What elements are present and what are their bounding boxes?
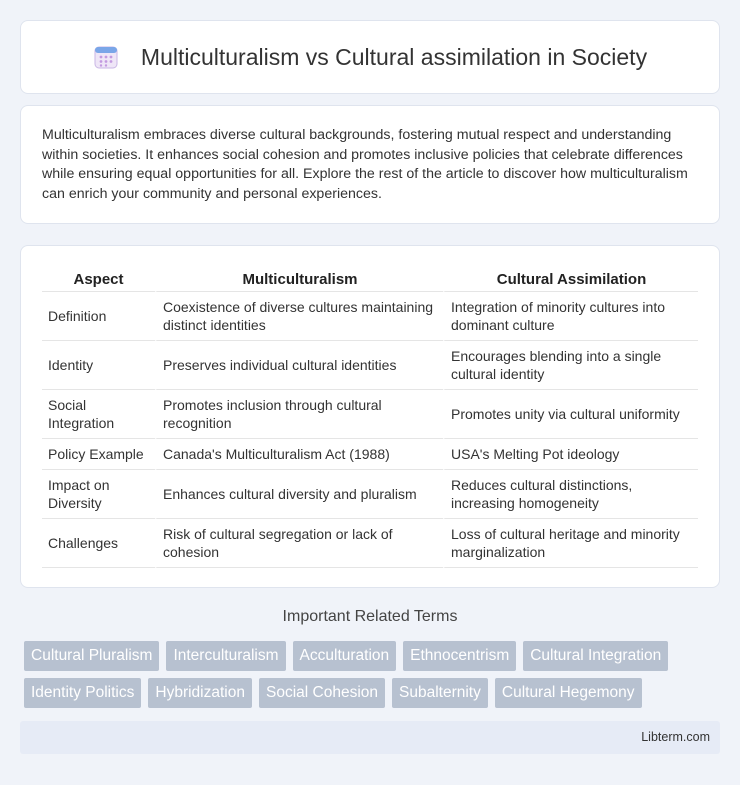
table-cell: Social Integration [42,390,155,439]
tag-social-cohesion[interactable]: Social Cohesion [259,678,385,708]
header-cultural-assimilation: Cultural Assimilation [443,268,698,292]
table-cell: Preserves individual cultural identities [155,341,443,390]
tag-hybridization[interactable]: Hybridization [148,678,252,708]
header-aspect: Aspect [42,268,155,292]
tag-cultural-integration[interactable]: Cultural Integration [523,641,668,671]
title-card [20,20,720,94]
table-cell: Canada's Multiculturalism Act (1988) [155,439,443,470]
table-cell: Challenges [42,519,155,568]
table-row [42,292,698,341]
table-cell: Definition [42,292,155,341]
intro-card [20,105,720,224]
table-cell: Integration of minority cultures into dominant culture [443,292,698,341]
table-cell: Loss of cultural heritage and minority marginalization [443,519,698,568]
table-row [42,341,698,390]
tag-cultural-pluralism[interactable]: Cultural Pluralism [24,641,159,671]
table-cell: Identity [42,341,155,390]
tag-ethnocentrism[interactable]: Ethnocentrism [403,641,516,671]
comparison-table [42,268,698,568]
table-cell: Encourages blending into a single cultural identity [443,341,698,390]
comparison-card [20,245,720,588]
tag-row [24,678,724,708]
tag-acculturation[interactable]: Acculturation [293,641,397,671]
table-row [42,519,698,568]
page-title: Multiculturalism vs Cultural assimilation in Society [140,43,648,70]
table-cell: Coexistence of diverse cultures maintaining distinct identities [155,292,443,341]
table-cell: Risk of cultural segregation or lack of cohesion [155,519,443,568]
table-cell: USA's Melting Pot ideology [443,439,698,470]
tag-interculturalism[interactable]: Interculturalism [166,641,285,671]
table-cell: Promotes unity via cultural uniformity [443,390,698,439]
tag-cultural-hegemony[interactable]: Cultural Hegemony [495,678,642,708]
table-row [42,390,698,439]
tag-identity-politics[interactable]: Identity Politics [24,678,141,708]
table-cell: Policy Example [42,439,155,470]
table-cell: Enhances cultural diversity and pluralism [155,470,443,519]
footer-site-link[interactable]: Libterm.com [641,730,710,744]
related-terms-tags [24,641,724,715]
calendar-icon [93,44,119,70]
table-row [42,439,698,470]
related-terms-title: Important Related Terms [282,608,458,625]
tag-row [24,641,724,671]
table-cell: Impact on Diversity [42,470,155,519]
table-cell: Reduces cultural distinctions, increasing homogeneity [443,470,698,519]
table-header-row [42,268,698,292]
intro-text: Multiculturalism embraces diverse cultural backgrounds, fostering mutual respect and understanding within societies. It enhances social cohesion and promotes inclusive policies that celebrate differences while ensuring equal opportunities for all. Explore the rest of the article to discover how multiculturalism can enrich your community and personal experiences. [42,127,688,202]
table-cell: Promotes inclusion through cultural recognition [155,390,443,439]
tag-subalternity[interactable]: Subalternity [392,678,488,708]
table-row [42,470,698,519]
header-multiculturalism: Multiculturalism [155,268,443,292]
footer [20,721,720,754]
